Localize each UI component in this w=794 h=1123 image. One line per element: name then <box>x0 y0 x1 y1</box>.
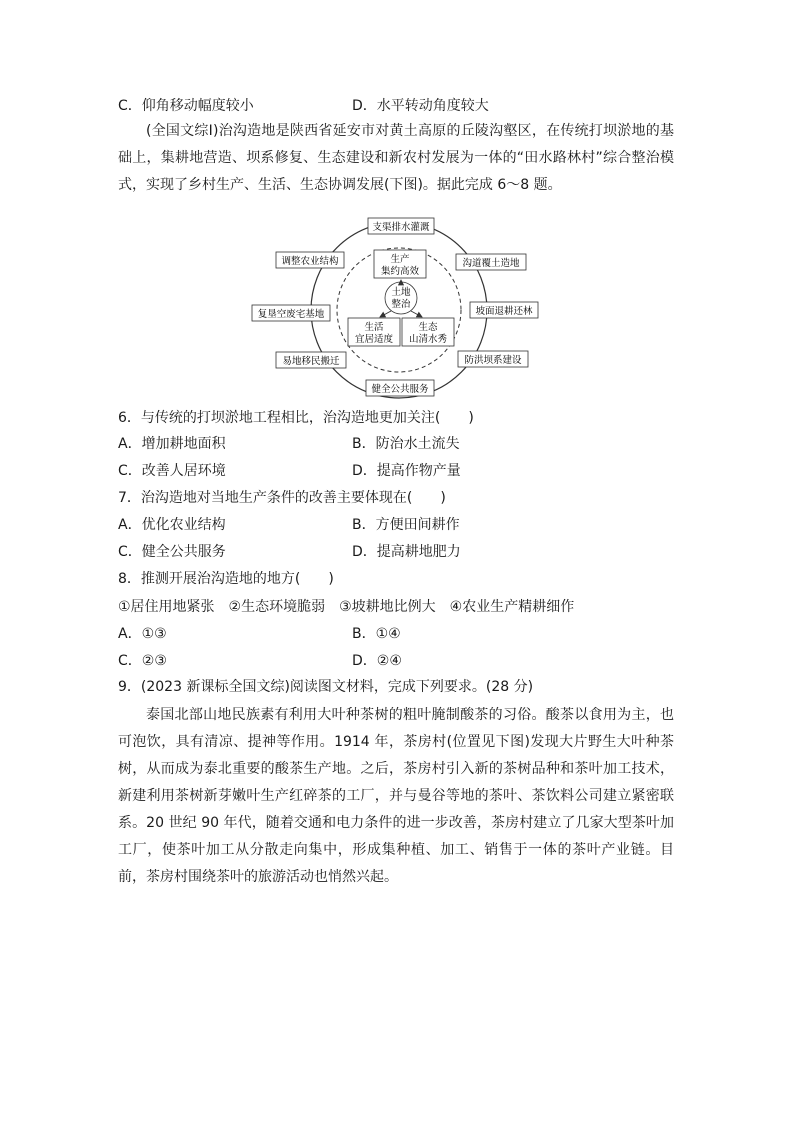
box-top-right <box>456 254 526 270</box>
box-bottom <box>366 380 434 396</box>
q7-option-b: B．方便田间耕作 <box>352 517 460 533</box>
svg-text:生态: 生态 <box>418 322 438 333</box>
land-consolidation-diagram <box>250 214 544 400</box>
q5-option-d: D．水平转动角度较大 <box>352 98 489 114</box>
q8-stem: 8．推测开展治沟造地的地方( ) <box>118 571 334 587</box>
box-left <box>252 305 330 321</box>
svg-text:宜居适度: 宜居适度 <box>354 334 394 345</box>
q6-option-d: D．提高作物产量 <box>352 463 461 479</box>
q7-option-d: D．提高耕地肥力 <box>352 544 461 560</box>
svg-text:健全公共服务: 健全公共服务 <box>371 384 429 395</box>
box-living <box>348 318 400 346</box>
intro-paragraph: (全国文综Ⅰ)治沟造地是陕西省延安市对黄土高原的丘陵沟壑区，在传统打坝淤地的基础上，集耕地营造、坝系修复、生态建设和新农村发展为一体的“田水路林村”综合整治模式，实现了乡村生产、生活、生态协调发展(下图)。据此完成 6～8 题。 <box>118 123 674 193</box>
svg-text:土地: 土地 <box>391 287 411 298</box>
svg-text:防洪坝系建设: 防洪坝系建设 <box>464 355 522 366</box>
svg-text:集约高效: 集约高效 <box>380 266 420 277</box>
svg-text:复垦空废宅基地: 复垦空废宅基地 <box>257 309 325 320</box>
q6-option-a: A．增加耕地面积 <box>118 436 226 452</box>
svg-text:易地移民搬迁: 易地移民搬迁 <box>282 356 340 367</box>
box-bottom-right <box>458 351 528 367</box>
box-production <box>374 250 426 278</box>
q8-option-d: D．②④ <box>352 653 402 669</box>
svg-text:支渠排水灌溉: 支渠排水灌溉 <box>372 222 430 233</box>
q8-option-a: A．①③ <box>118 626 167 642</box>
q8-option-c: C．②③ <box>118 653 167 669</box>
svg-text:坡面退耕还林: 坡面退耕还林 <box>475 306 533 317</box>
center-land-consolidation <box>385 282 417 314</box>
arrow-to-living <box>380 311 391 317</box>
q7-option-c: C．健全公共服务 <box>118 544 226 560</box>
q6-option-b: B．防治水土流失 <box>352 436 460 452</box>
box-ecology <box>402 318 454 346</box>
q9-stem: 9．(2023 新课标全国文综)阅读图文材料，完成下列要求。(28 分) <box>118 679 534 695</box>
svg-text:整治: 整治 <box>391 299 411 310</box>
q6-option-c: C．改善人居环境 <box>118 463 226 479</box>
q9-passage: 泰国北部山地民族素有利用大叶种茶树的粗叶腌制酸茶的习俗。酸茶以食用为主，也可泡饮，具有清凉、提神等作用。1914 年，茶房村(位置见下图)发现大片野生大叶种茶树，从而成为泰北重要的酸茶生产地。之后，茶房村引入新的茶树品种和茶叶加工技术，新建利用茶树新芽嫩叶生产红碎茶的工厂，并与曼谷等地的茶叶、茶饮料公司建立紧密联系。20 世纪 90 年代，随着交通和电力条件的进一步改善，茶房村建立了几家大型茶叶加工厂，使茶叶加工从分散走向集中，形成集种植、加工、销售于一体的茶叶产业链。目前，茶房村围绕茶叶的旅游活动也悄然兴起。 <box>118 707 674 885</box>
q7-option-a: A．优化农业结构 <box>118 517 226 533</box>
box-top <box>368 218 434 234</box>
q5-option-c: C．仰角移动幅度较小 <box>118 98 254 114</box>
box-right <box>470 302 538 318</box>
q8-statements: ①居住用地紧张 ②生态环境脆弱 ③坡耕地比例大 ④农业生产精耕细作 <box>118 599 575 615</box>
svg-text:生活: 生活 <box>364 322 384 333</box>
q7-stem: 7．治沟造地对当地生产条件的改善主要体现在( ) <box>118 490 446 506</box>
svg-text:调整农业结构: 调整农业结构 <box>281 256 339 267</box>
arrow-to-ecology <box>411 311 422 317</box>
svg-text:沟道覆土造地: 沟道覆土造地 <box>462 258 520 269</box>
svg-text:山清水秀: 山清水秀 <box>408 334 448 345</box>
box-bottom-left <box>276 352 346 368</box>
box-top-left <box>276 252 344 268</box>
svg-text:生产: 生产 <box>390 254 410 265</box>
q8-option-b: B．①④ <box>352 626 401 642</box>
q6-stem: 6．与传统的打坝淤地工程相比，治沟造地更加关注( ) <box>118 410 474 426</box>
